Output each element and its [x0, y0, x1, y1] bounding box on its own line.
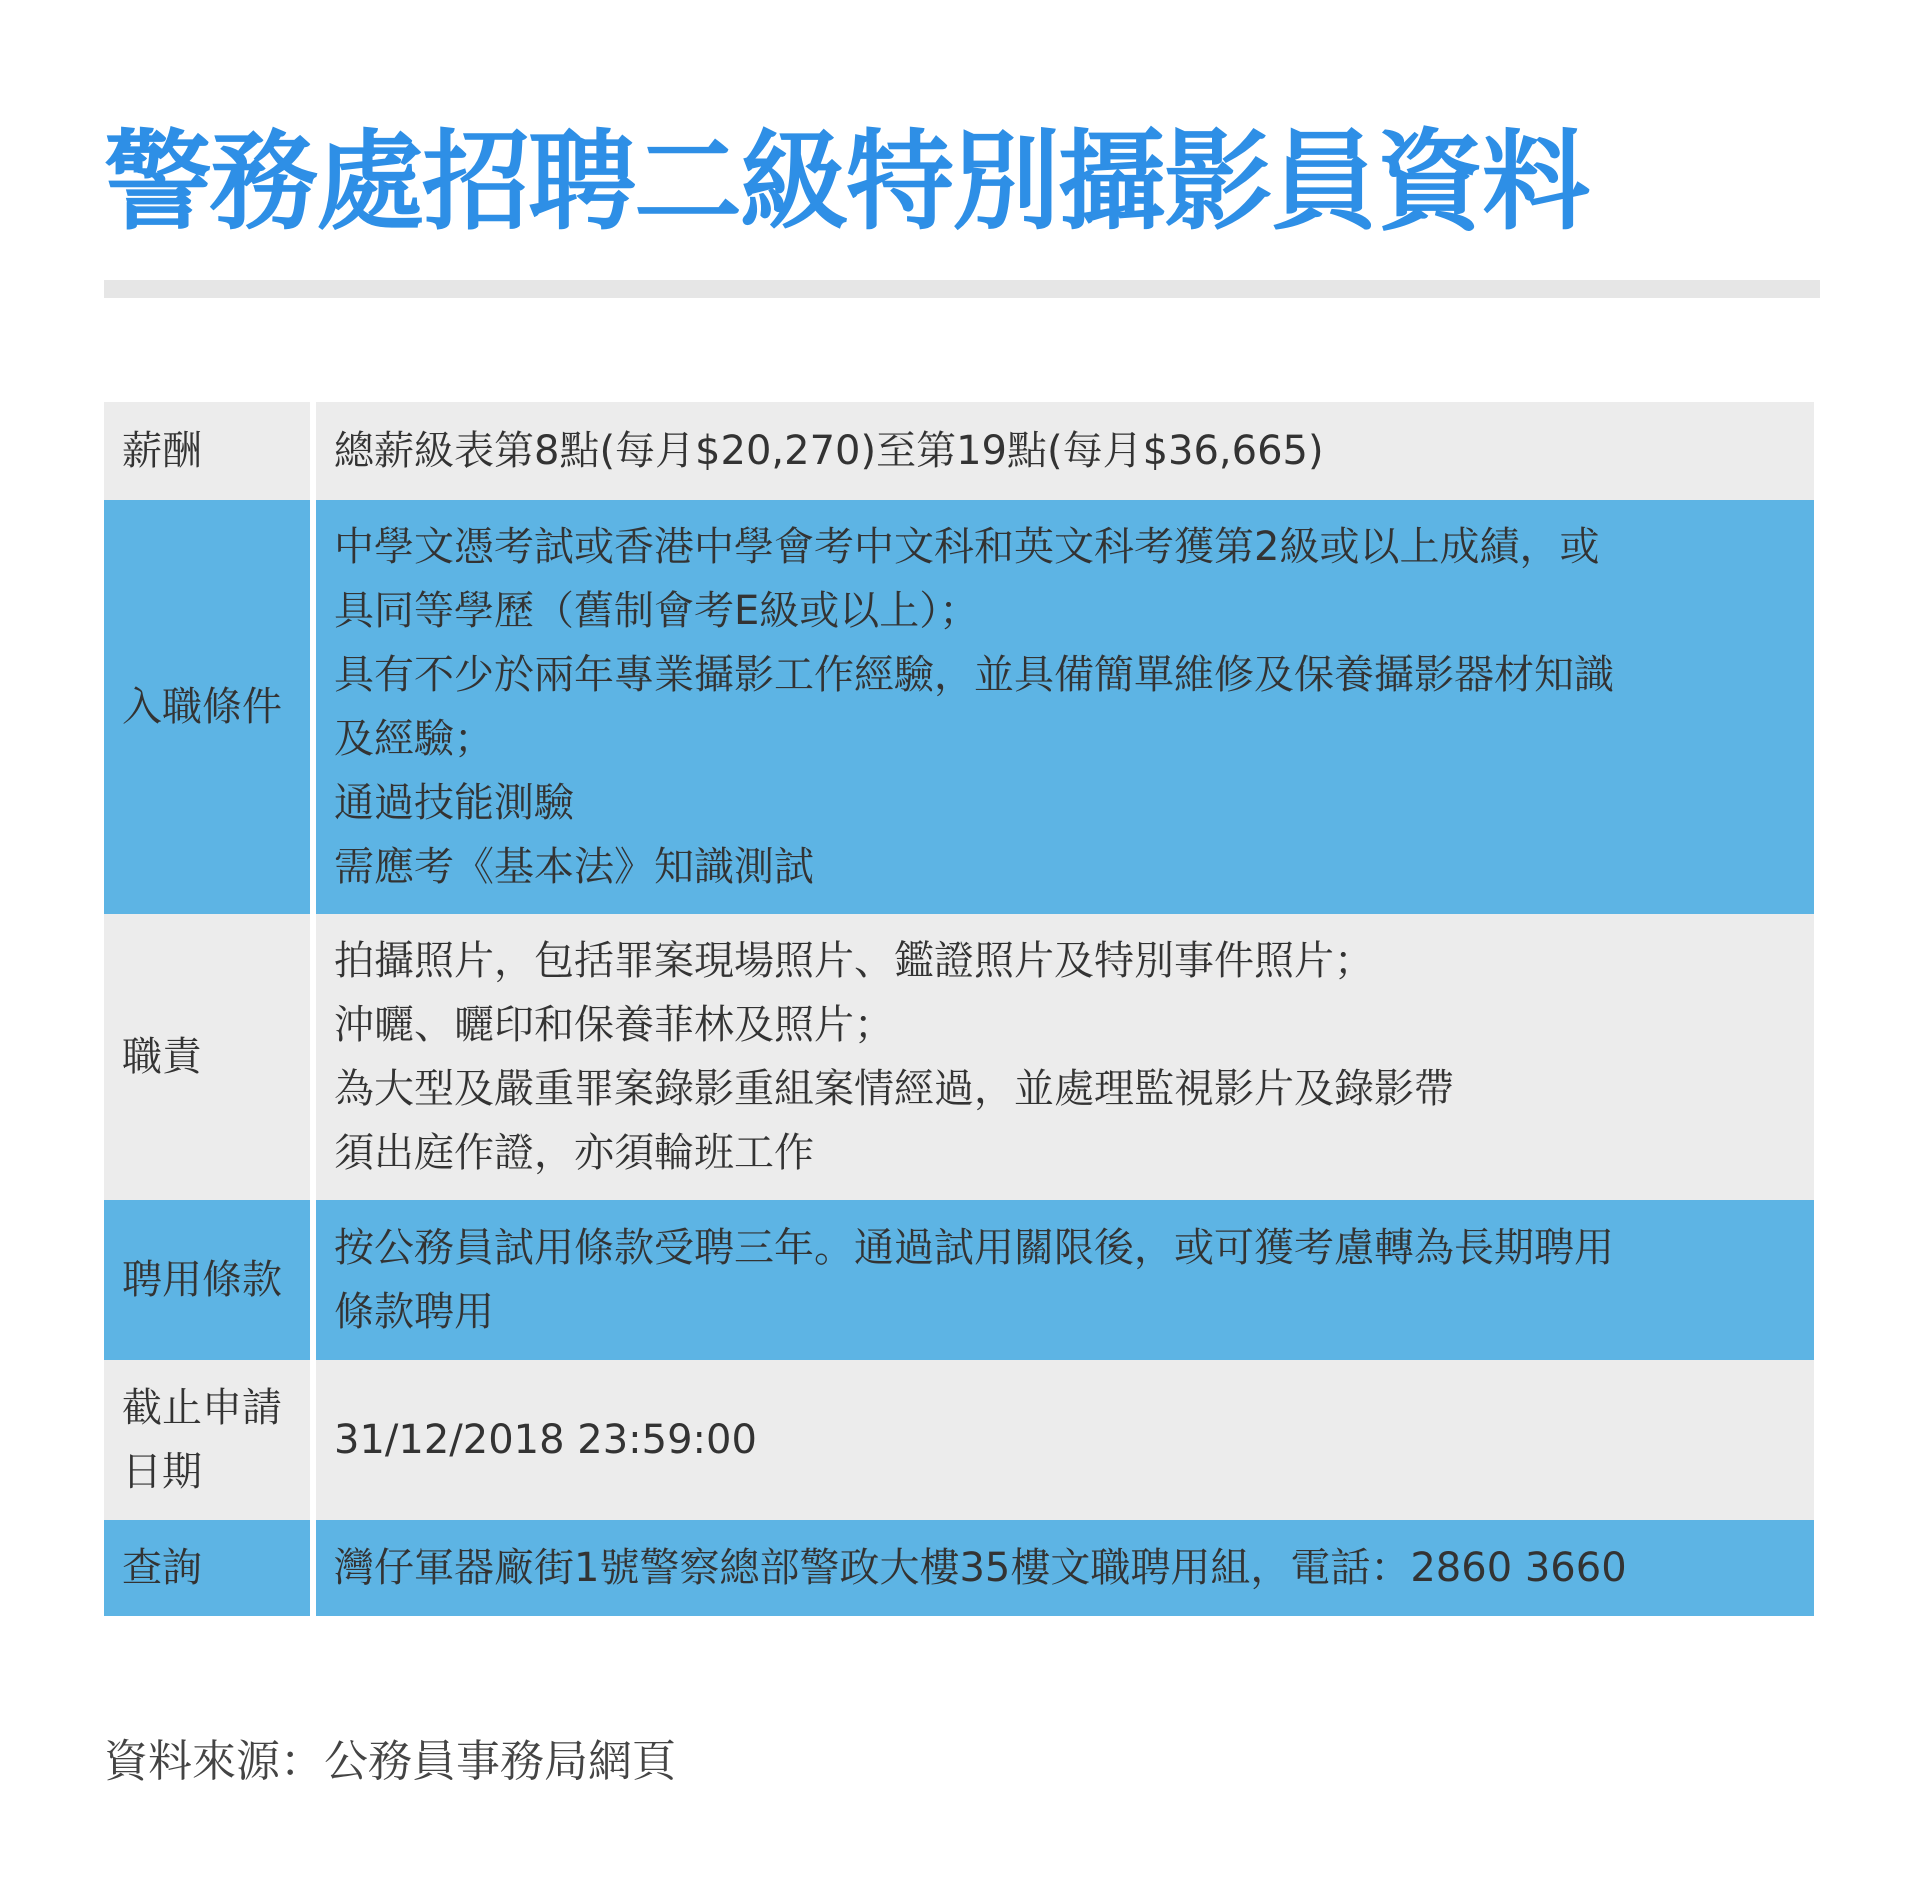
table-row-duties — [104, 914, 1814, 1200]
row-value-enquiry — [316, 1520, 1814, 1616]
value-line: 具有不少於兩年專業攝影工作經驗，並具備簡單維修及保養攝影器材知識 — [334, 652, 1614, 698]
value-line: 沖曬、曬印和保養菲林及照片； — [334, 1002, 894, 1048]
row-label-terms: 聘用條款 — [104, 1200, 310, 1360]
page-title: 警務處招聘二級特別攝影員資料 — [104, 120, 1589, 245]
value-line: 條款聘用 — [334, 1289, 494, 1335]
table-row-requirements — [104, 500, 1814, 914]
value-line: 灣仔軍器廠街1號警察總部警政大樓35樓文職聘用組，電話：2860 3660 — [334, 1545, 1627, 1591]
recruitment-info-table — [104, 402, 1814, 1616]
value-line: 拍攝照片，包括罪案現場照片、鑑證照片及特別事件照片； — [334, 938, 1374, 984]
row-label-enquiry: 查詢 — [104, 1520, 310, 1616]
table-row-salary — [104, 402, 1814, 500]
value-line: 總薪級表第8點(每月$20,270)至第19點(每月$36,665) — [334, 428, 1324, 474]
title-divider — [104, 280, 1820, 298]
value-line: 及經驗； — [334, 716, 494, 762]
row-value-salary — [316, 402, 1814, 500]
value-line: 中學文憑考試或香港中學會考中文科和英文科考獲第2級或以上成績，或 — [334, 524, 1600, 570]
row-value-terms — [316, 1200, 1814, 1360]
row-value-deadline — [316, 1360, 1814, 1520]
value-line: 為大型及嚴重罪案錄影重組案情經過，並處理監視影片及錄影帶 — [334, 1066, 1454, 1112]
row-value-duties — [316, 914, 1814, 1200]
row-label-salary: 薪酬 — [104, 402, 310, 500]
value-line: 具同等學歷（舊制會考E級或以上）； — [334, 588, 980, 634]
row-value-requirements — [316, 500, 1814, 914]
row-label-deadline: 截止申請日期 — [104, 1360, 310, 1520]
value-line: 須出庭作證，亦須輪班工作 — [334, 1130, 814, 1176]
value-line: 31/12/2018 23:59:00 — [334, 1417, 757, 1463]
table-row-terms — [104, 1200, 1814, 1360]
source-note: 資料來源：公務員事務局網頁 — [104, 1736, 676, 1787]
table-row-deadline — [104, 1360, 1814, 1520]
row-label-requirements: 入職條件 — [104, 500, 310, 914]
value-line: 通過技能測驗 — [334, 780, 574, 826]
value-line: 按公務員試用條款受聘三年。通過試用關限後，或可獲考慮轉為長期聘用 — [334, 1225, 1614, 1271]
value-line: 需應考《基本法》知識測試 — [334, 844, 814, 890]
row-label-duties: 職責 — [104, 914, 310, 1200]
table-row-enquiry — [104, 1520, 1814, 1616]
